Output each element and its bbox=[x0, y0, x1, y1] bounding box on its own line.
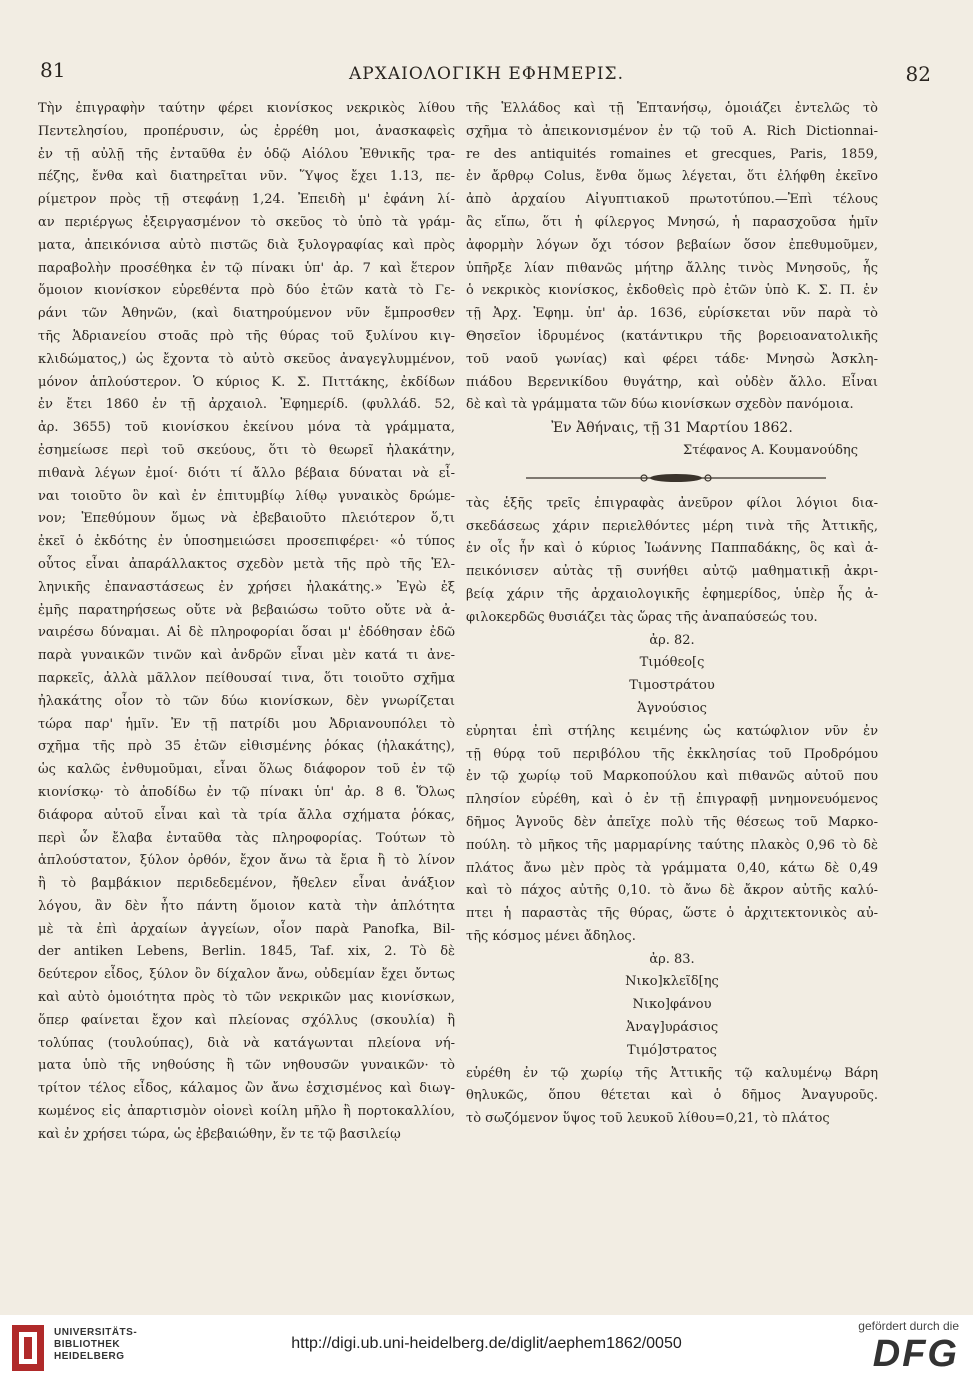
text-line: κλιδώματος,) ὡς ἔχοντα τὸ αὐτὸ σκεῦος ἀναγεγλυμμένον, bbox=[38, 351, 455, 367]
left-column bbox=[38, 98, 455, 1147]
text-line: παρκεῖς, ἀλλὰ μᾶλλον πείθουσαί τινα, ὅτι τοιοῦτο σχῆμα bbox=[38, 670, 455, 686]
page-number-left: 81 bbox=[40, 58, 66, 82]
library-name: UNIVERSITÄTS- BIBLIOTHEK HEIDELBERG bbox=[54, 1327, 138, 1362]
text-line: μὲ τὰ ἐπὶ ἀρχαίων ἀγγείων, οἷον παρὰ Panofka, Bil- bbox=[38, 921, 455, 937]
text-line: Πεντελησίου, προπέρυσιν, ὡς ἐρρέθη μοι, ἀνασκαφεὶς bbox=[38, 123, 455, 139]
text-line: πτει ἡ παραστὰς τῆς θύρας, ὥστε ὁ ἀρχιτεκτονικὸς αὐ- bbox=[466, 906, 878, 922]
running-title: ΑΡΧΑΙΟΛΟΓΙΚΗ ΕΦΗΜΕΡΙΣ. bbox=[349, 64, 624, 84]
funder-credit bbox=[858, 1319, 959, 1375]
text-line: ὡς καλῶς ἐνθυμοῦμαι, εἶναι ὅλως διάφορον τοῦ ἐν τῷ bbox=[38, 762, 455, 778]
text-line: πιθανὰ λέγων ἐμοί· διότι τί ἄλλο βέβαια δύναται νὰ εἶ- bbox=[38, 465, 455, 481]
dfg-logo: DFG bbox=[872, 1333, 959, 1375]
viewer-footer bbox=[0, 1315, 973, 1381]
text-line: πιάδου Βερενικίδου θυγάτηρ, καὶ οὐδὲν ἄλλο. Εἶναι bbox=[466, 374, 878, 390]
text-line: εὑρέθη ἐν τῷ χωρίῳ τῆς Ἀττικῆς τῷ καλυμένῳ Βάρη bbox=[466, 1065, 878, 1081]
funder-label: gefördert durch die bbox=[858, 1319, 959, 1333]
text-line: δὲ καὶ τὰ γράμματα τῶν δύω κιονίσκων σχεδὸν πανόμοια. bbox=[466, 397, 854, 413]
text-line: Τὴν ἐπιγραφὴν ταύτην φέρει κιονίσκος νεκρικὸς λίθου bbox=[38, 101, 455, 116]
text-line: τὰς ἑξῆς τρεῖς ἐπιγραφὰς ἀνεῦρον φίλοι λόγιοι δια- bbox=[466, 495, 878, 511]
text-line: ὑπῆρξε λίαν πιθανῶς μήτηρ ἄλλης τινὸς Μνησοῦς, ἧς bbox=[466, 260, 878, 276]
text-line: ματα ὑπὸ τῆς νηθούσης ἢ τῶν νηθουσῶν γυναικῶν· τὸ bbox=[38, 1058, 455, 1074]
text-line: πλησίον εὑρέθη, καὶ ὁ ἐν τῇ ἐπιγραφῇ μνημονευόμενος bbox=[466, 792, 878, 808]
text-line: der antiken Lebens, Berlin. 1845, Taf. xix, 2. Τὸ δὲ bbox=[38, 944, 455, 960]
text-line: τώρα παρ' ἡμῖν. Ἐν τῇ πατρίδι μου Ἀδριανουπόλει τὸ bbox=[38, 716, 455, 732]
text-line: ἢ τὸ βαμβάκιον περιδεδεμένον, ἤθελεν εἶναι ἀνάξιον bbox=[38, 876, 455, 892]
text-line: κωμένος εἰς ἀπαρτισμὸν οἱονεὶ κοίλη μῆλο ἢ πορτοκαλλίου, bbox=[38, 1104, 455, 1120]
text-line: ἐν ἄρθρῳ Colus, ἔνθα ὅμως λέγεται, ὅτι ἐλήφθη ἐκεῖνο bbox=[466, 169, 878, 185]
text-line: ματα, ἀπεικόνισα αὐτὸ πιστῶς διὰ ξυλογραφίας καὶ πρὸς bbox=[38, 237, 455, 253]
inscription-line: Νικο]κλεῖδ[ης bbox=[625, 974, 719, 990]
inscriptions-intro bbox=[466, 493, 878, 630]
text-line: τοῦ ναοῦ γωνίας) καὶ φέρει τάδε· Μνησὼ Ἀσκλη- bbox=[466, 351, 878, 367]
page-number-right: 82 bbox=[905, 62, 931, 86]
text-line: ἐν ἔτει 1860 ἐν τῇ ἀρχαιολ. Ἐφημερίδ. (φυλλάδ. 52, bbox=[38, 397, 455, 413]
text-line: μόνον ἁπλούστερον. Ὁ κύριος Κ. Σ. Πιττάκης, ἐκδίδων bbox=[38, 374, 455, 390]
text-line: ἀρ. 3655) τοῦ κιονίσκου ἐκείνου μόνα τὰ γράμματα, bbox=[38, 420, 455, 436]
section-divider-ornament bbox=[466, 463, 878, 493]
text-line: τῇ Ἀρχ. Ἐφημ. ὑπ' ἀρ. 1636, εὑρίσκεται νῦν παρὰ τὸ bbox=[466, 306, 878, 322]
text-line: ἐν τῇ αὐλῇ τῆς ἐνταῦθα ἐν ὁδῷ Αἰόλου Ἐθνικῆς τρα- bbox=[38, 146, 455, 162]
text-line: καὶ ἐν χρήσει τώρα, ὡς ἐβεβαιώθην, ἔν τε τῷ βασιλείῳ bbox=[38, 1126, 401, 1142]
signature: Στέφανος Α. Κουμανούδης bbox=[683, 442, 858, 458]
text-line: ὅμοιον κιονίσκον εὑρεθέντα πρὸ δύο ἐτῶν κατὰ τὸ Γε- bbox=[38, 283, 455, 299]
article-conclusion bbox=[466, 98, 878, 417]
text-line: δεύτερον εἶδος, ξύλον ὂν δίχαλον ἄνω, οὐδεμίαν ἔχει ὄντως bbox=[38, 967, 455, 983]
text-line: καὶ αὐτὸ ὁμοιότητα πρὸς τὸ τῶν νεκρικῶν μας κιονίσκων, bbox=[38, 990, 455, 1006]
text-line: ἠλακάτης οἷον τὸ τῶν δύω κιονίσκων, δὲν γνωρίζεται bbox=[38, 693, 455, 709]
inscription-line: Τιμόθεο[ς bbox=[639, 655, 705, 671]
text-line: ληνικῆς ἐπαναστάσεως ἐν χρήσει ἠλακάτης.» Ἐγὼ ἐξ bbox=[38, 579, 455, 595]
text-line: σχῆμα τὸ ἀπεικονισμένον ἐν τῷ τοῦ A. Rich Dictionnai- bbox=[466, 123, 878, 139]
text-line: ἐσημείωσε περὶ τοῦ σκεύους, ὅτι τὸ θεωρεῖ ἠλακάτην, bbox=[38, 442, 455, 458]
text-line: βείᾳ χάριν τῆς ἀρχαιολογικῆς ἐφημερίδος, ὑπὲρ ἧς ἀ- bbox=[466, 586, 878, 602]
text-line: ὅπερ φαίνεται ἔχον καὶ πλείονας σχόλλυς (σκουλία) ἢ bbox=[38, 1012, 455, 1028]
text-line: πούλη. τὸ μῆκος τῆς μαρμαρίνης ταύτης πλακὸς 0,96 τὸ δὲ bbox=[466, 837, 878, 853]
text-line: παρὰ γυναικῶν τινῶν καὶ ἀνδρῶν εἶναι μὲν κατά τι ἀνε- bbox=[38, 648, 455, 664]
text-line: νον; Ἐπεθύμουν ὅμως νὰ ἐβεβαιοῦτο πλειότερον ὅ,τι bbox=[38, 511, 455, 527]
text-line: σχῆμα τῆς πρὸ 35 ἐτῶν εἰθισμένης ῥόκας (ἠλακάτης), bbox=[38, 739, 455, 755]
text-line: τρίτον τέλος εἶδος, κάλαμος ὢν ἄνω ἐσχισμένος καὶ διωγ- bbox=[38, 1081, 455, 1097]
inscription-82-description bbox=[466, 721, 878, 949]
inscription-line: Ἁγνούσιος bbox=[637, 700, 707, 716]
text-line: ἀφορμὴν λόγων ὄχι τόσον βεβαίων ὅσον ἐπεθυμοῦμεν, bbox=[466, 237, 878, 253]
text-line: σκεδάσεως χάριν περιελθόντες μέρη τινὰ τῆς Ἀττικῆς, bbox=[466, 518, 878, 534]
text-line: πέζης, ἔνθα καὶ διατηρεῖται νῦν. Ὕψος ἔχει 1.13, πε- bbox=[38, 169, 455, 185]
text-line: θηλυκῶς, ὅπου θέτεται καὶ ὁ δῆμος Ἀναγυροῦς. bbox=[466, 1088, 878, 1104]
dateline: Ἐν Ἀθήναις, τῇ 31 Μαρτίου 1862. bbox=[551, 420, 793, 437]
text-line: ὁ νεκρικὸς κιονίσκος, ἐκδοθεὶς πρὸ ἐτῶν ὑπὸ Κ. Σ. Π. ἐν bbox=[466, 283, 878, 299]
text-line: οὗτος εἶναι ἀπαράλλακτος σχεδὸν μετὰ τῆς πρὸ τῆς Ἑλ- bbox=[38, 556, 455, 572]
text-line: τὸ σωζόμενον ὕψος τοῦ λευκοῦ λίθου=0,21, τὸ πλάτος bbox=[466, 1111, 830, 1127]
page-header bbox=[30, 52, 943, 86]
inscription-82-number: ἀρ. 82. bbox=[649, 632, 695, 648]
text-line: τολύπας (τουλούπας), διὰ νὰ κατάγωνται πλείονα νή- bbox=[38, 1035, 455, 1051]
text-line: τῇ θύρᾳ τοῦ περιβόλου τῆς ἐκκλησίας τοῦ Προδρόμου bbox=[466, 746, 878, 762]
text-line: ἐν τῷ χωρίῳ τοῦ Μαρκοπούλου καὶ πιθανῶς αὐτοῦ που bbox=[466, 769, 878, 785]
inscription-line: Νικο]φάνου bbox=[632, 997, 712, 1013]
text-line: αν περιέργως ἐξειργασμένον τὸ σκεῦος τὸ ὑπὸ τὰ γράμ- bbox=[38, 214, 455, 230]
inscription-83 bbox=[466, 971, 878, 1062]
text-line: τῆς Ἑλλάδος καὶ τῇ Ἑπτανήσῳ, ὁμοιάζει ἐντελῶς τὸ bbox=[466, 101, 878, 116]
inscription-line: Τιμό]στρατος bbox=[627, 1042, 717, 1058]
right-column bbox=[466, 98, 878, 1131]
inscription-82 bbox=[466, 652, 878, 720]
text-line: ναι τοιοῦτο ὃν καὶ ἐν ἐπιτυμβίῳ λίθῳ γυναικὸς δρώμε- bbox=[38, 488, 455, 504]
text-line: περὶ ὧν ἔλαβα ἐνταῦθα τὰς πληροφορίας. Τούτων τὸ bbox=[38, 830, 455, 846]
inscription-83-description bbox=[466, 1063, 878, 1131]
text-line: ἁπλούστατον, ξύλον ὀρθόν, ἔχον ἄνω τὰ ἔρια ἢ τὸ λίνον bbox=[38, 853, 455, 869]
text-line: ράνι τῶν Ἀθηνῶν, (καὶ διατηρούμενον νῦν ἔμπροσθεν bbox=[38, 306, 455, 322]
text-line: ναιρέσω δύναμαι. Αἱ δὲ πληροφορίαι ὅσαι μ' ἐδόθησαν ἐδῶ bbox=[38, 625, 455, 641]
inscription-line: Τιμοστράτου bbox=[629, 678, 715, 694]
text-line: re des antiquités romaines et grecques, Paris, 1859, bbox=[466, 146, 878, 162]
text-line: ἐν οἷς ἦν καὶ ὁ κύριος Ἰωάννης Παππαδάκης, ὃς καὶ ἀ- bbox=[466, 541, 878, 557]
text-line: διάφορα αὐτοῦ εἶναι καὶ τὰ τρία ἄλλα σχήματα ῥόκας, bbox=[38, 807, 455, 823]
text-line: καὶ τὸ πάχος αὐτῆς 0,10. τὸ ἄνω δὲ ἄκρον αὐτῆς καλύ- bbox=[466, 883, 878, 899]
inscription-line: Ἀναγ]υράσιος bbox=[625, 1020, 719, 1036]
text-line: ἐκεῖ ὁ ἐκδότης ἐν ὑποσημειώσει προσεπιφέρει· «ὁ τύπος bbox=[38, 534, 455, 550]
text-line: δῆμος Ἁγνοῦς δὲν ἀπεῖχε πολὺ τῆς θέσεως τοῦ Μαρκο- bbox=[466, 814, 878, 830]
text-line: πεικόνισεν αὐτὰς τῇ συνήθει αὐτῷ μαθηματικῇ ἀκρι- bbox=[466, 564, 878, 580]
divider-ornament-icon bbox=[526, 469, 826, 487]
text-line: εὑρηται ἐπὶ στήλης κειμένης ὡς κατώφλιον νῦν ἐν bbox=[466, 723, 878, 739]
text-line: παραβολὴν προσέθηκα ἐν τῷ πίνακι ὑπ' ἀρ. 7 καὶ ἕτερον bbox=[38, 260, 455, 276]
text-line: κιονίσκῳ· τὸ ἀποδίδω ἐν τῷ πίνακι ὑπ' ἀρ. 8 ϐ. Ὅλως bbox=[38, 784, 455, 800]
source-url-link[interactable]: http://digi.ub.uni-heidelberg.de/diglit/aephem1862/0050 bbox=[291, 1335, 682, 1352]
text-line: τῆς Ἁδριανείου στοᾶς πρὸ τῆς θύρας τοῦ ξυλίνου κιγ- bbox=[38, 328, 455, 344]
text-line: φιλοκερδῶς θυσιάζει τὰς ὥρας τῆς ἀναπαύσεώς του. bbox=[466, 609, 818, 625]
text-line: λόγου, ἂν δὲν ἦτο πάντη ὅμοιον κατὰ τὴν ἁπλότητα bbox=[38, 898, 455, 914]
inscription-83-number: ἀρ. 83. bbox=[649, 951, 695, 967]
text-line: πλάτος ἄνω μὲν πρὸς τὰ γράμματα 0,40, κάτω δὲ 0,49 bbox=[466, 860, 878, 876]
text-line: Θησεῖον ἱδρυμένος (κατάντικρυ τῆς βορειοανατολικῆς bbox=[466, 328, 878, 344]
text-line: ἐμῆς παρατηρήσεως οὔτε νὰ βεβαιώσω τοῦτο οὔτε νὰ ἀ- bbox=[38, 602, 455, 618]
text-line: ἂς εἴπω, ὅτι ἡ φίλεργος Μνησώ, ἡ παρασχοῦσα ἡμῖν bbox=[466, 214, 878, 230]
text-line: ρίμετρον πρὸς τῇ στεφάνῃ 1,24. Ἐπειδὴ μ' ἐφάνη λί- bbox=[38, 192, 455, 208]
text-line: ἀπὸ ἀρχαίου Αἰγυπτιακοῦ πρωτοτύπου.—Ἐπὶ τέλους bbox=[466, 192, 878, 208]
text-line: τῆς κόσμος μένει ἄδηλος. bbox=[466, 928, 636, 944]
